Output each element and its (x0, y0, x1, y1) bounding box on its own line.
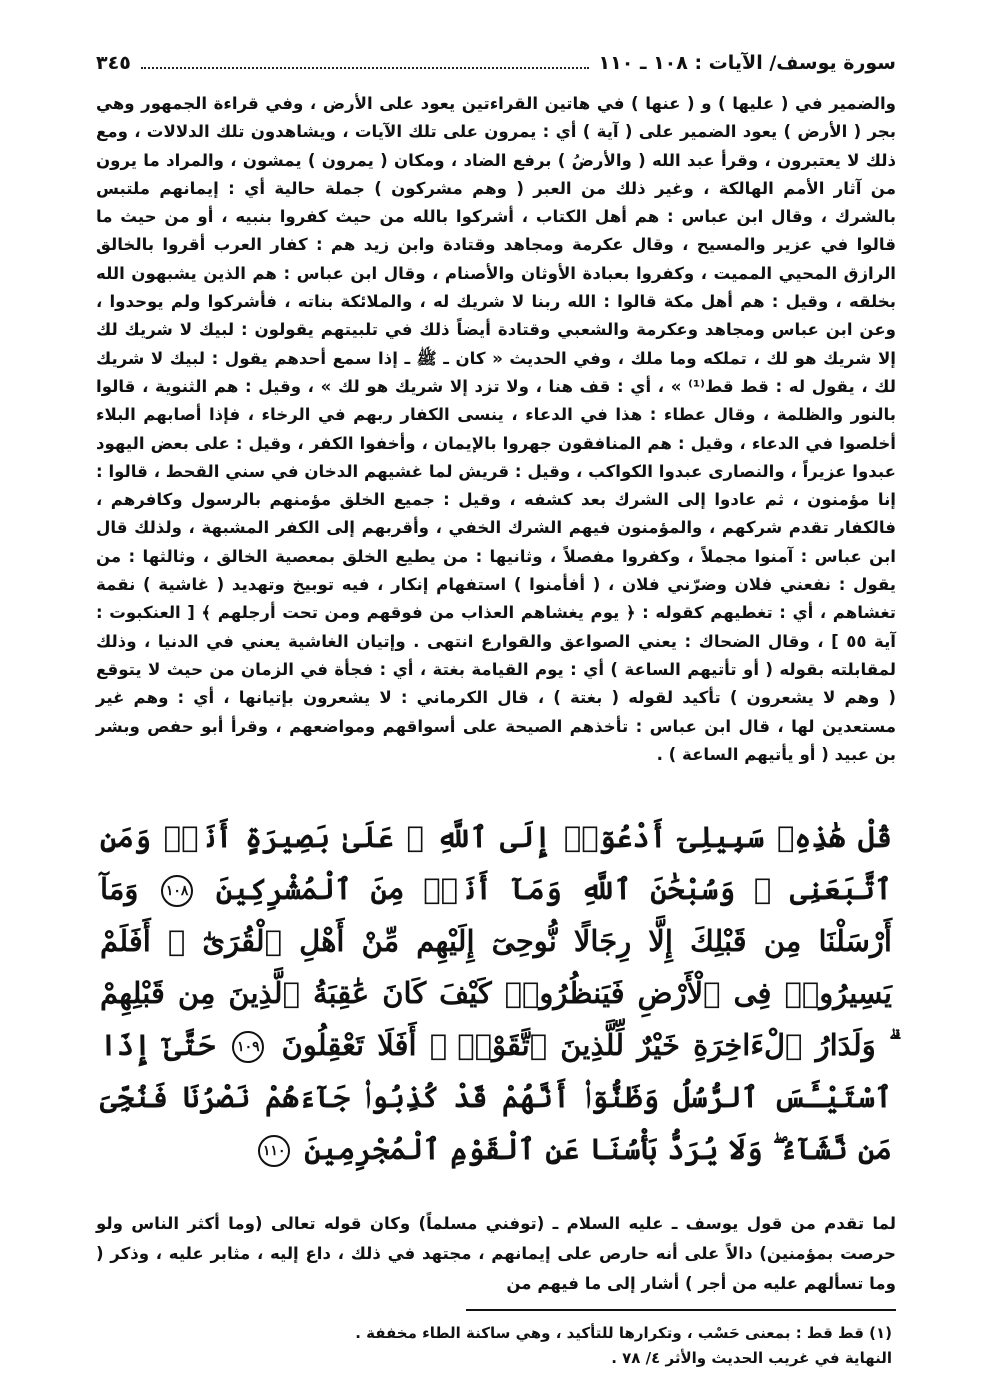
running-header (96, 52, 896, 82)
page-number: ٣٤٥ (96, 52, 131, 74)
verse-110: حَتَّىٰٓ إِذَا ٱسْتَيْـَٔسَ ٱلرُّسُلُ وَظَنُّوٓا۟ أَنَّهُمْ قَدْ كُذِبُوا۟ جَآءَهُمْ نَصْرُنَا فَنُجِّىَ مَن نَّشَآءُ ۖ وَلَا يُرَدُّ بَأْسُنَا عَنِ ٱلْقَوْمِ ٱلْمُجْرِمِينَ (100, 1028, 892, 1167)
commentary-paragraph: والضمير في ( عليها ) و ( عنها ) في هاتين القراءتين يعود على الأرض ، وفي قراءة الجمهور وهي بجر ( الأرض ) يعود الضمير على ( آية ) أي : يمرون على تلك الآيات ، ويشاهدون تلك الدلالات ، ومع ذلك لا يعتبرون ، وقرأ عبد الله ( والأرضُ ) برفع الضاد ، ومكان ( يمرون ) يمشون ، والمراد ما يرون من آثار الأمم الهالكة ، وغير ذلك من العبر ( وهم مشركون ) جملة حالية أي : إيمانهم ملتبس بالشرك ، وقال ابن عباس : هم أهل الكتاب ، أشركوا بالله من حيث كفروا بنبيه ، أو من حيث ما قالوا في عزير والمسيح ، وقال عكرمة ومجاهد وقتادة وابن زيد هم : كفار العرب أقروا بالخالق الرازق المحيي المميت ، وكفروا بعبادة الأوثان والأصنام ، وقال ابن عباس : هم الذين يشبهون الله بخلقه ، وقيل : هم أهل مكة قالوا : الله ربنا لا شريك له ، والملائكة بناته ، فأشركوا ولم يوحدوا ، وعن ابن عباس ومجاهد وعكرمة والشعبي وقتادة أيضاً ذلك في تلبيتهم يقولون : لبيك لا شريك لك إلا شريك هو لك ، تملكه وما ملك ، وفي الحديث « كان ـ ﷺ ـ إذا سمع أحدهم يقول : لبيك لا شريك لك ، يقول له : قط قط⁽¹⁾ » ، أي : قف هنا ، ولا تزد إلا شريك هو لك » ، وقيل : هم الثنوية ، قالوا بالنور والظلمة ، وقال عطاء : هذا في الدعاء ، ينسى الكفار ربهم في الرخاء ، فإذا أصابهم البلاء أخلصوا في الدعاء ، وقيل : هم المنافقون جهروا بالإيمان ، وأخفوا الكفر ، وقيل : على بعض اليهود عبدوا عزيراً ، والنصارى عبدوا الكواكب ، وقيل : قريش لما غشيهم الدخان في سني القحط ، قالوا : إنا مؤمنون ، ثم عادوا إلى الشرك بعد كشفه ، وقيل : جميع الخلق مؤمنهم بالرسول وكافرهم ، فالكفار تقدم شركهم ، والمؤمنون فيهم الشرك الخفي ، وأقربهم إلى الكفر المشبهة ، ولذلك قال ابن عباس : آمنوا مجملاً ، وكفروا مفصلاً ، وثانيها : من يطيع الخلق بمعصية الخالق ، وثالثها : من يقول : نفعني فلان وضرّني فلان ، ( أفأمنوا ) استفهام إنكار ، فيه توبيخ وتهديد ( غاشية ) نقمة تغشاهم ، أي : تغطيهم كقوله : ﴿ يوم يغشاهم العذاب من فوقهم ومن تحت أرجلهم ﴾ [ العنكبوت : آية ٥٥ ] ، وقال الضحاك : يعني الصواعق والقوارع انتهى . وإتيان الغاشية يعني في الدنيا ، وذلك لمقابلته بقوله ( أو تأتيهم الساعة ) أي : يوم القيامة بغتة ، أي : فجأة في الزمان من حيث لا يتوقع ( وهم لا يشعرون ) تأكيد لقوله ( بغتة ) ، قال الكرماني : لا يشعرون بإتيانها ، أي : وهم غير مستعدين لها ، قال ابن عباس : تأخذهم الصيحة على أسواقهم ومواضعهم ، وقرأ أبو حفص وبشر بن عبيد ( أو يأتيهم الساعة ) . (96, 94, 896, 764)
surah-title: سورة يوسف/ الآيات : ١٠٨ ـ ١١٠ (598, 52, 896, 74)
ayah-number-110: ١١٠ (258, 1135, 290, 1167)
verse-108: قُلْ هَٰذِهِۦ سَبِيلِىٓ أَدْعُوٓا۟ إِلَى ٱللَّهِ ۚ عَلَىٰ بَصِيرَةٍ أَنَا۠ وَمَنِ ٱتَّبَعَنِى ۖ وَسُبْحَٰنَ ٱللَّهِ وَمَآ أَنَا۠ مِنَ ٱلْمُشْرِكِينَ (100, 820, 893, 907)
footnotes (96, 1321, 896, 1371)
footnote-1-source: النهاية في غريب الحديث والأثر ٤/ ٧٨ . (611, 1349, 892, 1368)
explanation-paragraph: لما تقدم من قول يوسف ـ عليه السلام ـ (توفني مسلماً) وكان قوله تعالى (وما أكثر الناس ولو حرصت بمؤمنين) دالاً على أنه حارص على إيمانهم ، مجتهد في ذلك ، داع إليه ، مثابر عليه ، وذكر ( وما تسألهم عليه من أجر ) أشار إلى ما فيهم من (96, 1214, 896, 1294)
footnote-1: (١) قط قط : بمعنى حَسْب ، وتكرارها للتأكيد ، وهي ساكنة الطاء مخففة . (355, 1324, 892, 1343)
ayah-number-108: ١٠٨ (161, 875, 193, 907)
explanation-section (96, 1209, 896, 1299)
footnote-divider (466, 1309, 896, 1311)
tafsir-commentary (96, 90, 896, 769)
ayah-number-109: ١٠٩ (232, 1031, 264, 1063)
header-dotted-leader (141, 67, 589, 69)
verse-109: وَمَآ أَرْسَلْنَا مِن قَبْلِكَ إِلَّا رِجَالًا نُّوحِىٓ إِلَيْهِم مِّنْ أَهْلِ ٱلْقُرَىٰٓ ۗ أَفَلَمْ يَسِيرُوا۟ فِى ٱلْأَرْضِ فَيَنظُرُوا۟ كَيْفَ كَانَ عَٰقِبَةُ ٱلَّذِينَ مِن قَبْلِهِمْ ۗ وَلَدَارُ ٱلْءَاخِرَةِ خَيْرٌ لِّلَّذِينَ ٱتَّقَوْا۟ ۗ أَفَلَا تَعْقِلُونَ (100, 872, 892, 1063)
quran-verses-block (96, 811, 896, 1175)
book-page (96, 52, 896, 1368)
